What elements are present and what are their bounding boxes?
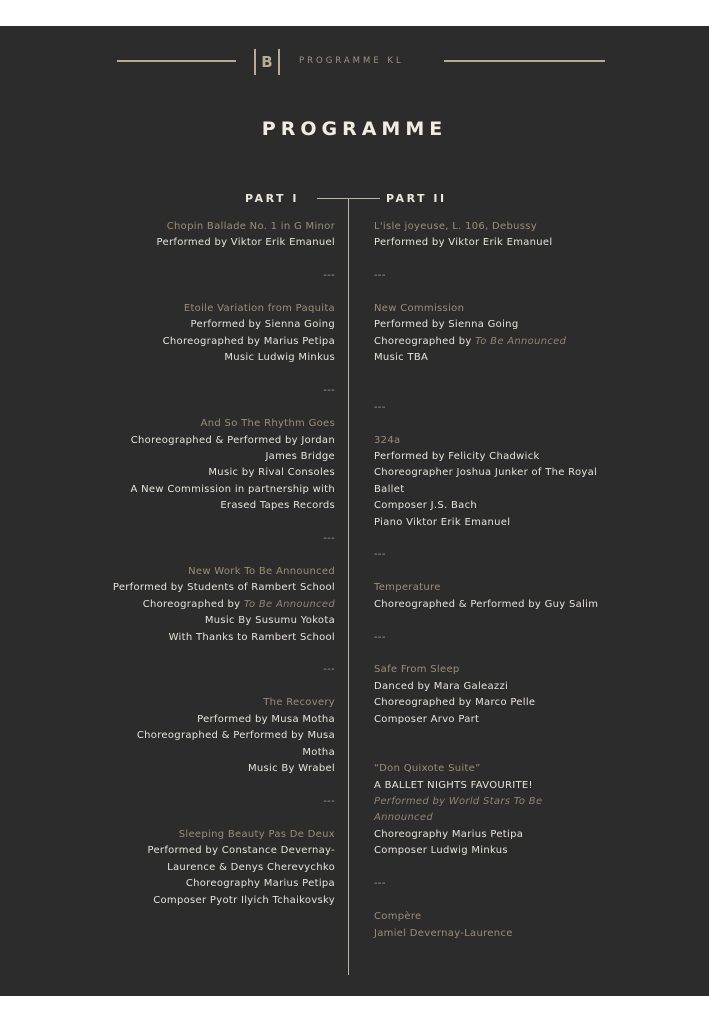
credit-line: Announced — [374, 812, 434, 823]
credit-line: Danced by Mara Galeazzi — [374, 681, 509, 692]
programme-panel — [0, 26, 709, 996]
credit-prefix: Choreographed by — [142, 599, 244, 610]
separator: --- — [323, 270, 335, 281]
separator: --- — [323, 385, 335, 396]
credit-line — [374, 336, 566, 348]
tba-text: To Be Announced — [475, 336, 567, 347]
page-title: PROGRAMME — [261, 118, 448, 140]
credit-line: Performed by Students of Rambert School — [112, 582, 335, 593]
credit-line: Choreographed & Performed by Musa — [136, 730, 335, 741]
header-rule-left — [117, 60, 236, 62]
part1-heading: PART I — [245, 192, 299, 205]
credit-line: With Thanks to Rambert School — [168, 632, 335, 643]
separator: --- — [323, 796, 335, 807]
credit-line: Choreographed & Performed by Jordan — [130, 435, 335, 446]
piece-title: Etoile Variation from Paquita — [183, 303, 335, 314]
separator: --- — [374, 549, 386, 560]
brand-name: PROGRAMME KL — [299, 56, 404, 66]
credit-line: Composer Ludwig Minkus — [374, 845, 508, 856]
credit-line: Composer Arvo Part — [374, 714, 480, 725]
credit-line: Choreographed by Marco Pelle — [374, 697, 536, 708]
piece-title: Compère — [374, 911, 422, 922]
credit-line: Erased Tapes Records — [220, 500, 335, 511]
credit-line: James Bridge — [265, 451, 335, 462]
credit-line: Ballet — [374, 484, 405, 495]
piece-title: New Commission — [374, 303, 465, 314]
tba-text: To Be Announced — [243, 599, 335, 610]
credit-line: Jamiel Devernay-Laurence — [374, 928, 513, 939]
piece-title: New Work To Be Announced — [188, 566, 335, 577]
credit-line: Performed by Musa Motha — [197, 714, 335, 725]
credit-line: Performed by Viktor Erik Emanuel — [156, 237, 335, 248]
credit-line: Choreographed by Marius Petipa — [162, 336, 335, 347]
separator: --- — [374, 270, 386, 281]
piece-title: Temperature — [374, 582, 441, 593]
credit-line: Music By Susumu Yokota — [204, 615, 335, 626]
credit-line: Piano Viktor Erik Emanuel — [374, 517, 511, 528]
piece-title: Chopin Ballade No. 1 in G Minor — [166, 221, 335, 232]
credit-line: Performed by Sienna Going — [190, 319, 335, 330]
credit-line: Music By Wrabel — [247, 763, 335, 774]
credit-line: Performed by World Stars To Be — [374, 796, 543, 807]
credit-line: Music TBA — [374, 352, 429, 363]
divider-tick-left — [317, 198, 348, 199]
piece-title: Safe From Sleep — [374, 664, 460, 675]
separator: --- — [374, 632, 386, 643]
piece-title: Sleeping Beauty Pas De Deux — [178, 829, 335, 840]
logo-glyph: B — [261, 53, 273, 71]
piece-title: The Recovery — [263, 697, 335, 708]
piece-title: “Don Quixote Suite” — [374, 763, 481, 774]
credit-line: Choreographed & Performed by Guy Salim — [374, 599, 599, 610]
credit-line: Choreographer Joshua Junker of The Royal — [374, 467, 598, 478]
part2-heading: PART II — [386, 192, 447, 205]
separator: --- — [374, 402, 386, 413]
credit-line — [143, 599, 335, 611]
credit-line: Composer Pyotr Ilyich Tchaikovsky — [153, 895, 335, 906]
credit-line: A BALLET NIGHTS FAVOURITE! — [374, 780, 533, 791]
separator: --- — [374, 878, 386, 889]
credit-line: Music by Rival Consoles — [208, 467, 335, 478]
credit-line: Performed by Sienna Going — [374, 319, 519, 330]
piece-title: 324a — [374, 435, 401, 446]
separator: --- — [323, 664, 335, 675]
credit-line: Motha — [302, 747, 335, 758]
brand-logo — [254, 49, 280, 75]
column-divider — [348, 198, 349, 975]
header-rule-right — [444, 60, 605, 62]
credit-line: Performed by Viktor Erik Emanuel — [374, 237, 553, 248]
credit-line: Choreography Marius Petipa — [185, 878, 335, 889]
piece-title: L'isle joyeuse, L. 106, Debussy — [374, 221, 537, 232]
separator: --- — [323, 533, 335, 544]
piece-title: And So The Rhythm Goes — [200, 418, 335, 429]
credit-line: Choreography Marius Petipa — [374, 829, 524, 840]
credit-line: Composer J.S. Bach — [374, 500, 478, 511]
credit-line: Music Ludwig Minkus — [224, 352, 335, 363]
credit-prefix: Choreographed by — [374, 336, 476, 347]
credit-line: Performed by Constance Devernay- — [147, 845, 335, 856]
credit-line: Laurence & Denys Cherevychko — [167, 862, 335, 873]
credit-line: A New Commission in partnership with — [130, 484, 335, 495]
credit-line: Performed by Felicity Chadwick — [374, 451, 540, 462]
divider-tick-right — [348, 198, 380, 199]
